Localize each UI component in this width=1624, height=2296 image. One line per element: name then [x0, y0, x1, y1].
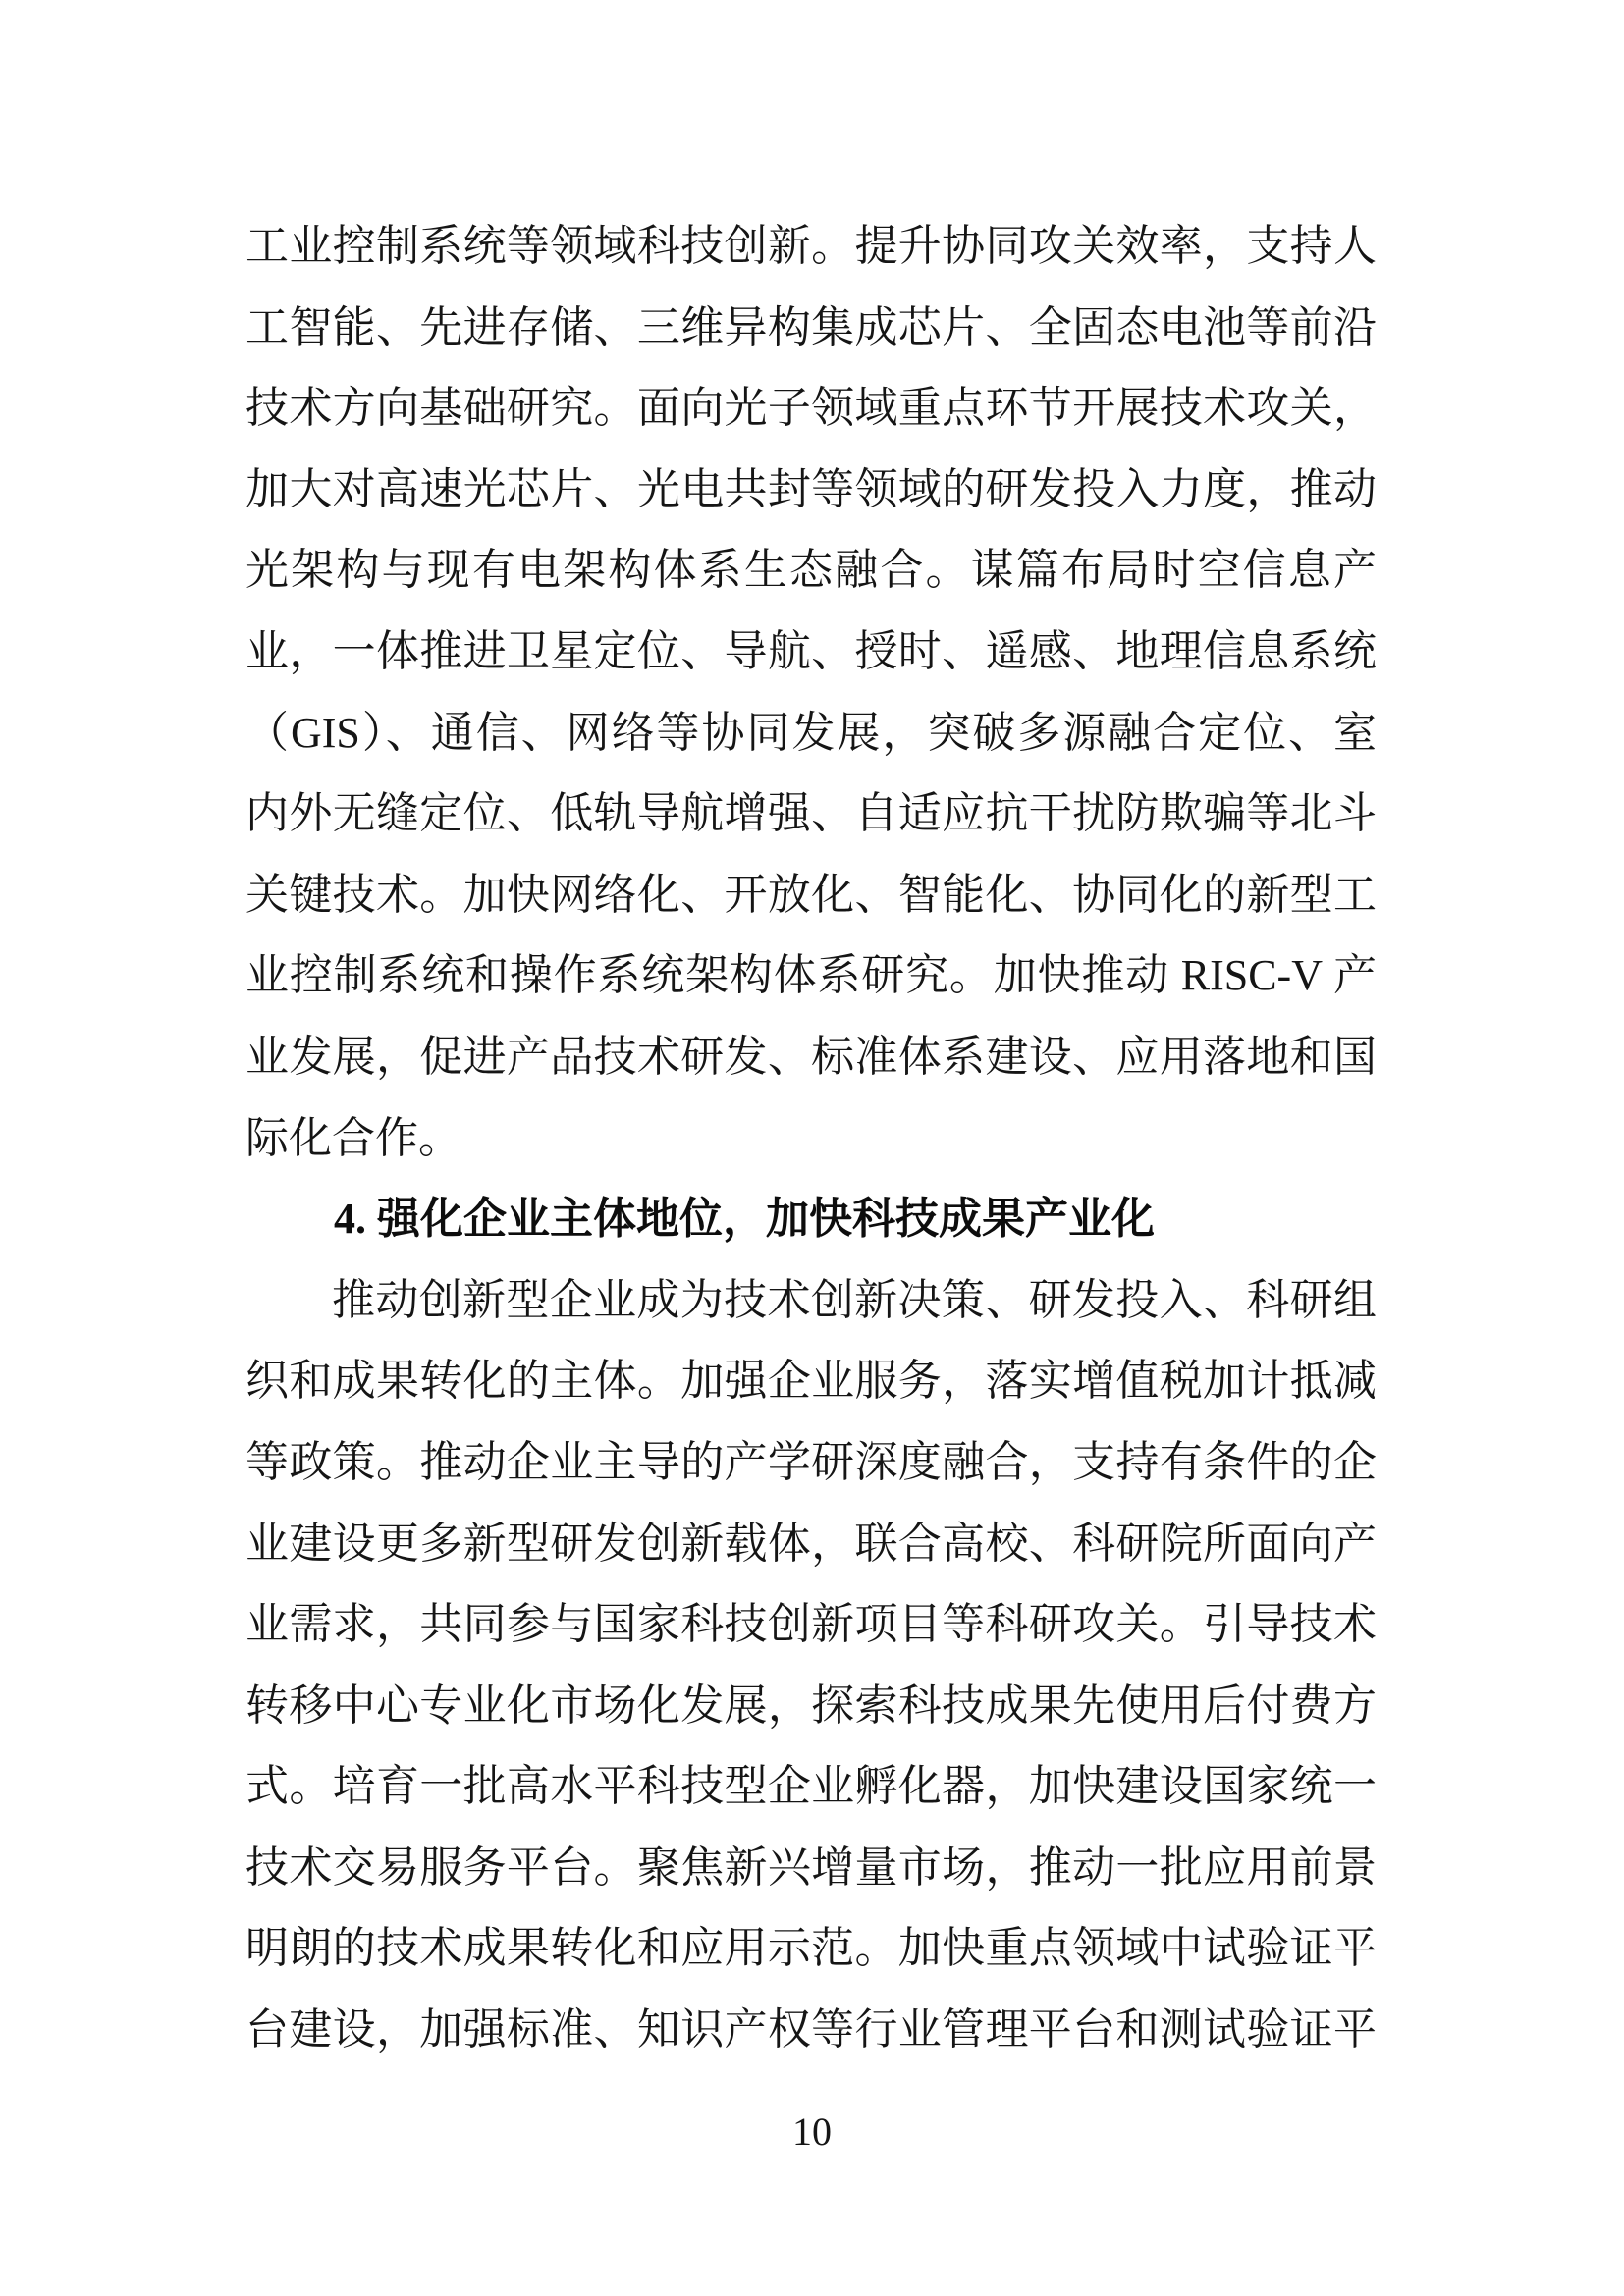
text-line: 台建设，加强标准、知识产权等行业管理平台和测试验证平 — [245, 2005, 1377, 2055]
text-line: 明朗的技术成果转化和应用示范。加快重点领域中试验证平 — [245, 1924, 1377, 1973]
text-line: 技术方向基础研究。面向光子领域重点环节开展技术攻关， — [245, 384, 1377, 433]
text-line: 业发展，促进产品技术研发、标准体系建设、应用落地和国 — [245, 1032, 1377, 1081]
text-line: 际化合作。 — [245, 1113, 461, 1162]
paragraph-enterprise — [245, 1260, 1377, 2071]
page-number: 10 — [792, 2109, 832, 2154]
text-line: 业需求，共同参与国家科技创新项目等科研攻关。引导技术 — [245, 1600, 1377, 1649]
text-line: 等政策。推动企业主导的产学研深度融合，支持有条件的企 — [245, 1437, 1377, 1486]
text-line: 织和成果转化的主体。加强企业服务，落实增值税加计抵减 — [245, 1357, 1377, 1406]
text-line: 内外无缝定位、低轨导航增强、自适应抗干扰防欺骗等北斗 — [245, 789, 1377, 838]
paragraph-continued — [245, 206, 1377, 1179]
text-line: 工智能、先进存储、三维异构集成芯片、全固态电池等前沿 — [245, 302, 1377, 351]
text-line: 转移中心专业化市场化发展，探索科技成果先使用后付费方 — [245, 1681, 1377, 1730]
text-line: 技术交易服务平台。聚焦新兴增量市场，推动一批应用前景 — [245, 1842, 1377, 1892]
text-line: 光架构与现有电架构体系生态融合。谋篇布局时空信息产 — [245, 546, 1377, 595]
text-line: 业控制系统和操作系统架构体系研究。加快推动 RISC-V 产 — [245, 951, 1377, 1000]
section-heading: 4. 强化企业主体地位，加快科技成果产业化 — [334, 1195, 1155, 1244]
text-line: 关键技术。加快网络化、开放化、智能化、协同化的新型工 — [245, 870, 1377, 919]
text-line: 推动创新型企业成为技术创新决策、研发投入、科研组 — [332, 1275, 1377, 1324]
text-line: 业，一体推进卫星定位、导航、授时、遥感、地理信息系统 — [245, 626, 1377, 675]
text-line: 式。培育一批高水平科技型企业孵化器，加快建设国家统一 — [245, 1762, 1377, 1811]
text-line: 加大对高速光芯片、光电共封等领域的研发投入力度，推动 — [245, 464, 1377, 513]
text-line: （GIS）、通信、网络等协同发展，突破多源融合定位、室 — [245, 708, 1377, 757]
text-line: 工业控制系统等领域科技创新。提升协同攻关效率，支持人 — [245, 222, 1377, 270]
text-line: 业建设更多新型研发创新载体，联合高校、科研院所面向产 — [245, 1519, 1377, 1568]
body-text — [245, 206, 1377, 2071]
